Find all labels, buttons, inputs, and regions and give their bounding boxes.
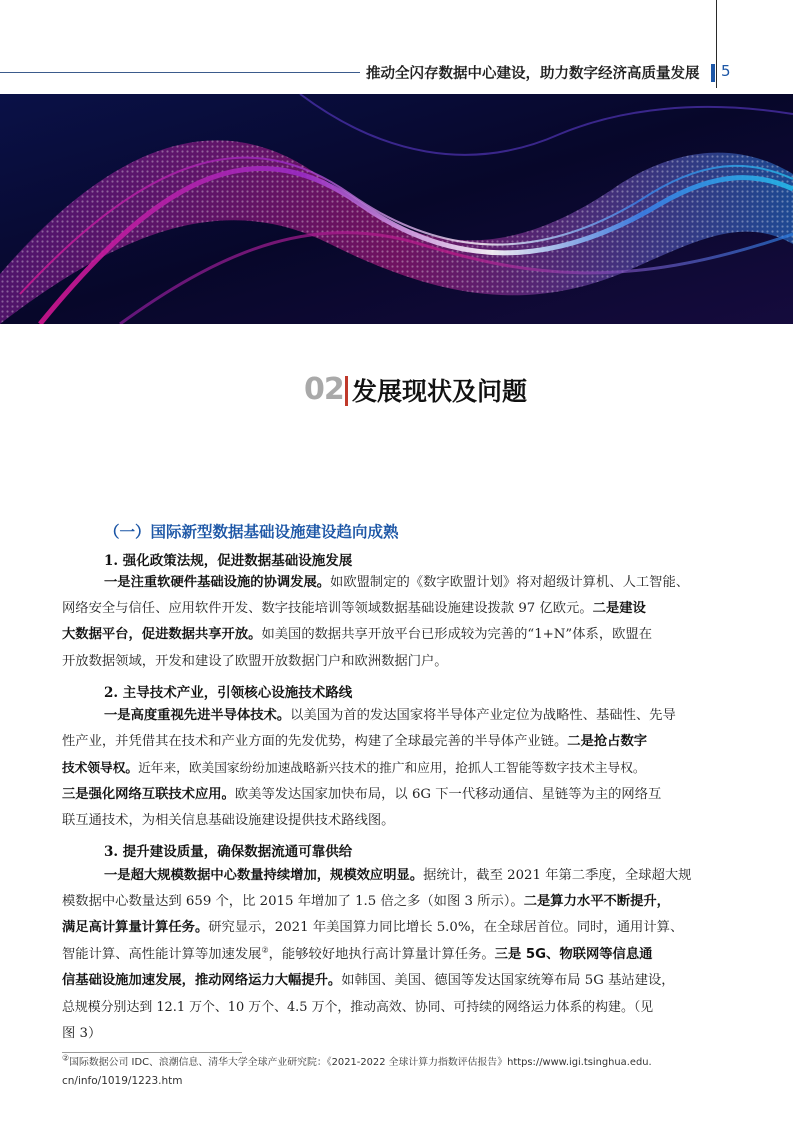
para2-text3: 近年来，欧美国家纷纷加速战略新兴技术的推广和应用，抢抓人工智能等数字技术主导权。 bbox=[138, 760, 646, 775]
para3-lead2b: 满足高计算量计算任务。 bbox=[62, 920, 209, 935]
para3-line5 bbox=[62, 971, 675, 991]
para2-line3 bbox=[62, 758, 646, 778]
section-title: 发展现状及问题 bbox=[352, 377, 528, 406]
para2-lead2b: 技术领导权。 bbox=[62, 760, 139, 775]
para2-lead: 一是高度重视先进半导体技术。 bbox=[104, 708, 291, 723]
para1-lead2a: 二是建设 bbox=[592, 601, 646, 616]
para3-lead3b: 信基础设施加速发展，推动网络运力大幅提升。 bbox=[62, 973, 342, 988]
para2-line2 bbox=[62, 732, 647, 752]
para3-text4c: ，能够较好地执行高计算量计算任务。 bbox=[268, 947, 495, 962]
para3-line4 bbox=[62, 945, 652, 965]
para3-line2 bbox=[62, 892, 670, 912]
para3-text5: 如韩国、美国、德国等发达国家统筹布局 5G 基站建设， bbox=[341, 973, 675, 988]
footnote-line2[interactable]: cn/info/1019/1223.htm bbox=[62, 1075, 183, 1087]
para3-line6: 总规模分别达到 12.1 万个、10 万个、4.5 万个，推动高效、协同、可持续的网络运力体系的构建。（见 bbox=[62, 1000, 654, 1015]
page-number: 5 bbox=[721, 62, 731, 80]
para3-line1 bbox=[104, 866, 691, 886]
footnote-ref[interactable]: ② bbox=[261, 945, 269, 955]
subsection-title: （一）国际新型数据基础设施建设趋向成熟 bbox=[104, 523, 399, 541]
section-number: 02 bbox=[304, 372, 344, 407]
para3-lead3a: 三是 5G、物联网等信息通 bbox=[494, 947, 653, 962]
para1-lead: 一是注重软硬件基础设施的协调发展。 bbox=[104, 575, 331, 590]
para2-lead3: 三是强化网络互联技术应用。 bbox=[62, 787, 235, 802]
para1-text1: 如欧盟制定的《数字欧盟计划》将对超级计算机、人工智能、 bbox=[330, 575, 690, 590]
para3-text1: 据统计，截至 2021 年第二季度，全球超大规 bbox=[423, 868, 692, 883]
para2-text1: 以美国为首的发达国家将半导体产业定位为战略性、基础性、先导 bbox=[290, 708, 676, 723]
section-divider-bar bbox=[345, 376, 348, 406]
header-vertical-rule bbox=[716, 0, 717, 88]
item-heading-1: 1. 强化政策法规，促进数据基础设施发展 bbox=[104, 553, 353, 569]
para1-line4: 开放数据领域，开发和建设了欧盟开放数据门户和欧洲数据门户。 bbox=[62, 654, 448, 669]
para1-line3 bbox=[62, 625, 652, 645]
para2-text2: 性产业，并凭借其在技术和产业方面的先发优势，构建了全球最完善的半导体产业链。 bbox=[62, 734, 568, 749]
footnote-mark: ② bbox=[62, 1053, 70, 1063]
footnote-rule bbox=[62, 1052, 242, 1053]
para3-text3: 研究显示，2021 年美国算力同比增长 5.0%，在全球居首位。同时，通用计算、 bbox=[208, 920, 684, 935]
para3-lead2a: 二是算力水平不断提升， bbox=[523, 894, 670, 909]
para3-lead: 一是超大规模数据中心数量持续增加，规模效应明显。 bbox=[104, 868, 424, 883]
footnote-line1 bbox=[62, 1054, 652, 1072]
para3-text2: 模数据中心数量达到 659 个，比 2015 年增加了 1.5 倍之多（如图 3 所示）。 bbox=[62, 894, 524, 909]
para3-line3 bbox=[62, 918, 683, 938]
running-header-title: 推动全闪存数据中心建设，助力数字经济高质量发展 bbox=[366, 66, 700, 82]
banner-image bbox=[0, 94, 793, 324]
para1-lead2b: 大数据平台，促进数据共享开放。 bbox=[62, 627, 262, 642]
footnote-text1: 国际数据公司 IDC、浪潮信息、清华大学全球产业研究院：《2021-2022 全球计算力指数评估报告》https://www.igi.tsinghua.edu. bbox=[69, 1057, 652, 1068]
para2-lead2a: 二是抢占数字 bbox=[567, 734, 648, 749]
header-rule bbox=[0, 72, 360, 73]
para3-text4a: 智能计算、高性能计算等加速发展 bbox=[62, 947, 262, 962]
para2-line4 bbox=[62, 785, 661, 805]
para2-text4: 欧美等发达国家加快布局，以 6G 下一代移动通信、星链等为主的网络互 bbox=[234, 787, 662, 802]
header-marker bbox=[711, 64, 715, 82]
para3-line7: 图 3） bbox=[62, 1026, 102, 1041]
item-heading-2: 2. 主导技术产业，引领核心设施技术路线 bbox=[104, 685, 353, 701]
para1-text2: 网络安全与信任、应用软件开发、数字技能培训等领域数据基础设施建设拨款 97 亿欧元。 bbox=[62, 601, 593, 616]
para1-line1 bbox=[104, 573, 689, 593]
para1-line2 bbox=[62, 599, 646, 619]
para2-line5: 联互通技术，为相关信息基础设施建设提供技术路线图。 bbox=[62, 813, 395, 828]
para1-text3: 如美国的数据共享开放平台已形成较为完善的“1+N”体系，欧盟在 bbox=[261, 627, 653, 642]
para2-line1 bbox=[104, 706, 676, 726]
item-heading-3: 3. 提升建设质量，确保数据流通可靠供给 bbox=[104, 844, 353, 860]
